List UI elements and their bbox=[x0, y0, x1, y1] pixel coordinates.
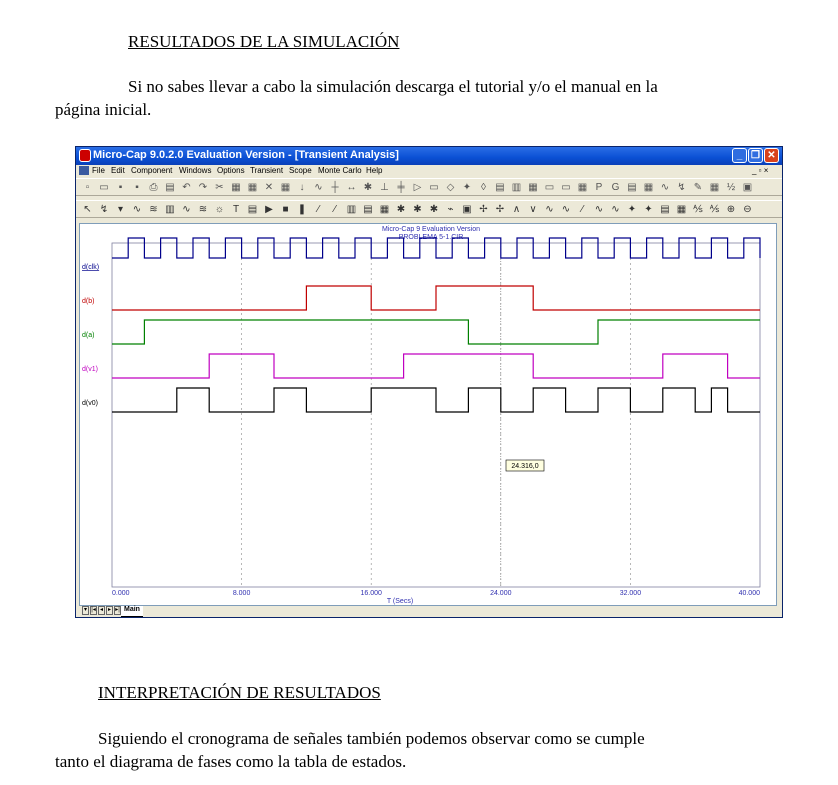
doc-window-controls[interactable]: _ ▫ × bbox=[752, 166, 769, 175]
menu-options[interactable]: Options bbox=[217, 166, 245, 175]
menu-help[interactable]: Help bbox=[366, 166, 383, 175]
toolbar-icon[interactable]: ✦ bbox=[627, 204, 637, 215]
menu-file[interactable]: File bbox=[92, 166, 105, 175]
toolbar-icon[interactable]: ▥ bbox=[346, 204, 357, 215]
toolbar-icon[interactable]: ⎙ bbox=[149, 182, 158, 193]
toolbar-icon[interactable]: ✱ bbox=[413, 204, 422, 215]
toolbar-icon[interactable]: ▣ bbox=[742, 182, 753, 193]
status-bar bbox=[79, 606, 781, 617]
toolbar-icon[interactable]: ▪ bbox=[118, 182, 123, 193]
toolbar-icon[interactable]: ⁄ bbox=[317, 204, 320, 215]
plot-header-file: PROBLEMA 5-1.CIR bbox=[398, 234, 464, 241]
app-icon bbox=[79, 149, 91, 162]
signal-label[interactable]: d(v1) bbox=[82, 366, 98, 373]
toolbar-icon[interactable]: ☼ bbox=[214, 204, 225, 215]
toolbar-icon[interactable]: ▦ bbox=[643, 182, 654, 193]
signal-label[interactable]: d(v0) bbox=[82, 400, 98, 407]
waveform-signal-v1 bbox=[112, 354, 760, 378]
toolbar-icon[interactable]: ∿ bbox=[594, 204, 604, 215]
toolbar-icon[interactable]: ⊕ bbox=[726, 204, 736, 215]
toolbar-icon[interactable]: ↯ bbox=[99, 204, 109, 215]
toolbar-icon[interactable]: ↖ bbox=[83, 204, 92, 215]
waveforms bbox=[112, 238, 760, 412]
toolbar-icon[interactable]: ▾ bbox=[117, 204, 124, 215]
signal-labels bbox=[82, 264, 99, 407]
toolbar-icon[interactable]: ✕ bbox=[264, 182, 274, 193]
nav-menu-button[interactable]: ▾ bbox=[83, 607, 87, 613]
plot-area[interactable] bbox=[79, 223, 777, 606]
cursor-readout: 24.316,0 bbox=[511, 463, 539, 470]
menu-component[interactable]: Component bbox=[131, 166, 173, 175]
x-tick-label: 40.000 bbox=[738, 590, 760, 597]
toolbar-icon[interactable]: ∿ bbox=[182, 204, 191, 215]
restore-button[interactable]: ❐ bbox=[748, 148, 763, 163]
intro-paragraph-line1: Si no sabes llevar a cabo la simulación descarga el tutorial y/o el manual en la bbox=[128, 77, 658, 96]
x-tick-label: 24.000 bbox=[490, 590, 512, 597]
toolbar-icon[interactable]: ▥ bbox=[165, 204, 175, 215]
plot-header-version: Micro-Cap 9 Evaluation Version bbox=[381, 226, 481, 233]
toolbar-icon[interactable]: ✦ bbox=[462, 182, 472, 193]
toolbar-icon[interactable]: ⁄ bbox=[334, 204, 336, 215]
toolbar-icon[interactable]: ▭ bbox=[544, 182, 555, 193]
toolbar-icon[interactable]: ✱ bbox=[363, 182, 373, 193]
x-tick-label: 16.000 bbox=[360, 590, 382, 597]
toolbar-icon[interactable]: ▦ bbox=[231, 182, 241, 193]
toolbar-icon[interactable]: ▤ bbox=[627, 182, 637, 193]
x-tick-label: 32.000 bbox=[619, 590, 642, 597]
menu-monte-carlo[interactable]: Monte Carlo bbox=[318, 166, 362, 175]
x-axis-ticks bbox=[112, 590, 760, 597]
window-titlebar[interactable] bbox=[76, 147, 782, 165]
microcap-window bbox=[75, 146, 783, 618]
toolbar-icon[interactable]: ▣ bbox=[462, 204, 472, 215]
toolbar-icon[interactable]: ≋ bbox=[149, 204, 158, 215]
toolbar-icon[interactable]: P bbox=[595, 182, 603, 193]
toolbar-icon[interactable]: ↶ bbox=[182, 182, 191, 193]
section-heading-results: RESULTADOS DE LA SIMULACIÓN bbox=[128, 32, 400, 51]
toolbar-icon[interactable]: ½ bbox=[726, 182, 736, 193]
waveform-signal-a bbox=[112, 320, 760, 344]
toolbar-icon[interactable]: ✱ bbox=[396, 204, 406, 215]
toolbar-icon[interactable]: ╪ bbox=[397, 182, 405, 193]
conclusion-paragraph-line1: Siguiendo el cronograma de señales también podemos observar como se cumple bbox=[98, 729, 645, 748]
doc-icon[interactable] bbox=[79, 166, 89, 175]
toolbar-icon[interactable]: ◊ bbox=[481, 182, 486, 193]
toolbar-icon[interactable]: ▤ bbox=[247, 204, 258, 215]
toolbar-icon[interactable]: ≋ bbox=[198, 204, 208, 215]
x-tick-label: 0.000 bbox=[112, 590, 130, 597]
toolbar-icon[interactable]: ▶ bbox=[265, 204, 273, 215]
menu-scope[interactable]: Scope bbox=[289, 166, 312, 175]
tab-main[interactable]: Main bbox=[121, 606, 143, 617]
toolbar-icon[interactable]: ▥ bbox=[511, 182, 522, 193]
toolbar-icon[interactable]: ⅍ bbox=[709, 204, 720, 215]
toolbar-icon[interactable]: ▤ bbox=[165, 182, 175, 193]
menu-windows[interactable]: Windows bbox=[179, 166, 212, 175]
toolbar-icon[interactable]: ▦ bbox=[247, 182, 258, 193]
toolbar-icon[interactable]: ▫ bbox=[85, 182, 90, 193]
toolbar-icon[interactable]: ∿ bbox=[314, 182, 323, 193]
toolbar-icon[interactable]: ✢ bbox=[495, 204, 505, 215]
waveform-signal-b bbox=[112, 286, 760, 310]
toolbar-icon[interactable]: ∿ bbox=[611, 204, 620, 215]
signal-label[interactable]: d(b) bbox=[82, 298, 95, 305]
toolbar-icon[interactable]: ▭ bbox=[561, 182, 571, 193]
toolbar-plot bbox=[76, 200, 782, 218]
intro-paragraph-line2: página inicial. bbox=[55, 100, 152, 119]
menu-edit[interactable]: Edit bbox=[111, 166, 125, 175]
toolbar-icon[interactable]: ✱ bbox=[429, 204, 439, 215]
toolbar-icon[interactable]: ▤ bbox=[660, 204, 670, 215]
toolbar-icon[interactable]: ∿ bbox=[545, 204, 554, 215]
toolbar-icon[interactable]: ▭ bbox=[429, 182, 439, 193]
toolbar-icon[interactable]: ▦ bbox=[676, 204, 687, 215]
toolbar-file bbox=[76, 178, 782, 196]
menu-bar bbox=[76, 165, 782, 177]
toolbar-icon[interactable]: ↓ bbox=[299, 182, 305, 193]
window-title: Micro-Cap 9.0.2.0 Evaluation Version - [Transient Analysis] bbox=[93, 149, 399, 161]
toolbar-icon[interactable]: ▪ bbox=[135, 182, 139, 193]
toolbar-icon[interactable]: ✎ bbox=[693, 182, 703, 193]
toolbar-icon[interactable]: ▦ bbox=[577, 182, 588, 193]
waveform-signal-v0 bbox=[112, 388, 760, 412]
toolbar-icon[interactable]: ∨ bbox=[529, 204, 537, 215]
toolbar-icon[interactable]: ▦ bbox=[709, 182, 720, 193]
nav-next-button[interactable]: ▸ bbox=[107, 607, 111, 613]
toolbar-icon[interactable]: ✦ bbox=[644, 204, 653, 215]
toolbar-icon[interactable]: ▦ bbox=[528, 182, 538, 193]
toolbar-icon[interactable]: ⅍ bbox=[693, 204, 703, 215]
nav-first-button[interactable]: |◂ bbox=[91, 607, 96, 613]
menu-transient[interactable]: Transient bbox=[250, 166, 284, 175]
toolbar-icon[interactable]: ↔ bbox=[346, 182, 357, 193]
waveform-plot[interactable] bbox=[80, 224, 776, 605]
toolbar-icon[interactable]: ↷ bbox=[198, 182, 208, 193]
toolbar-icon[interactable]: T bbox=[232, 204, 240, 215]
nav-last-button[interactable]: ▸| bbox=[115, 607, 120, 613]
signal-label[interactable]: d(a) bbox=[82, 332, 95, 339]
toolbar-icon[interactable]: ▦ bbox=[379, 204, 390, 215]
toolbar-icon[interactable]: ❚ bbox=[297, 204, 307, 215]
close-button[interactable]: ✕ bbox=[764, 148, 779, 163]
toolbar-icon[interactable]: ▦ bbox=[280, 182, 291, 193]
signal-label[interactable]: d(clk) bbox=[82, 264, 100, 271]
toolbar-icon[interactable]: ∧ bbox=[512, 204, 521, 215]
toolbar-icon[interactable]: ⌁ bbox=[447, 204, 454, 215]
toolbar-icon[interactable]: ✂ bbox=[215, 182, 224, 193]
toolbar-icon[interactable]: ┼ bbox=[331, 182, 339, 193]
toolbar-icon[interactable]: ∿ bbox=[132, 204, 142, 215]
section-heading-interpretation: INTERPRETACIÓN DE RESULTADOS bbox=[98, 683, 381, 702]
toolbar-icon[interactable]: ⊥ bbox=[380, 182, 389, 193]
toolbar-icon[interactable]: ⊖ bbox=[743, 204, 752, 215]
conclusion-paragraph-line2: tanto el diagrama de fases como la tabla de estados. bbox=[55, 752, 407, 771]
toolbar-icon[interactable]: ◇ bbox=[446, 182, 455, 193]
nav-prev-button[interactable]: ◂ bbox=[99, 607, 103, 613]
x-axis-label: T (Secs) bbox=[386, 598, 414, 605]
toolbar-icon[interactable]: ✢ bbox=[479, 204, 488, 215]
toolbar-icon[interactable]: ■ bbox=[282, 204, 289, 215]
waveform-signal-clk bbox=[112, 238, 760, 258]
toolbar-icon[interactable]: ⁄ bbox=[581, 204, 584, 215]
toolbar-icon[interactable]: ∿ bbox=[660, 182, 670, 193]
toolbar-icon[interactable]: ▤ bbox=[495, 182, 505, 193]
minimize-button[interactable]: _ bbox=[732, 148, 747, 163]
toolbar-icon[interactable]: ▷ bbox=[413, 182, 422, 193]
toolbar-icon[interactable]: ↯ bbox=[677, 182, 686, 193]
x-tick-label: 8.000 bbox=[232, 590, 251, 597]
toolbar-icon[interactable]: G bbox=[611, 182, 620, 193]
toolbar-icon[interactable]: ▤ bbox=[363, 204, 373, 215]
toolbar-icon[interactable]: ▭ bbox=[99, 182, 109, 193]
toolbar-icon[interactable]: ∿ bbox=[561, 204, 571, 215]
